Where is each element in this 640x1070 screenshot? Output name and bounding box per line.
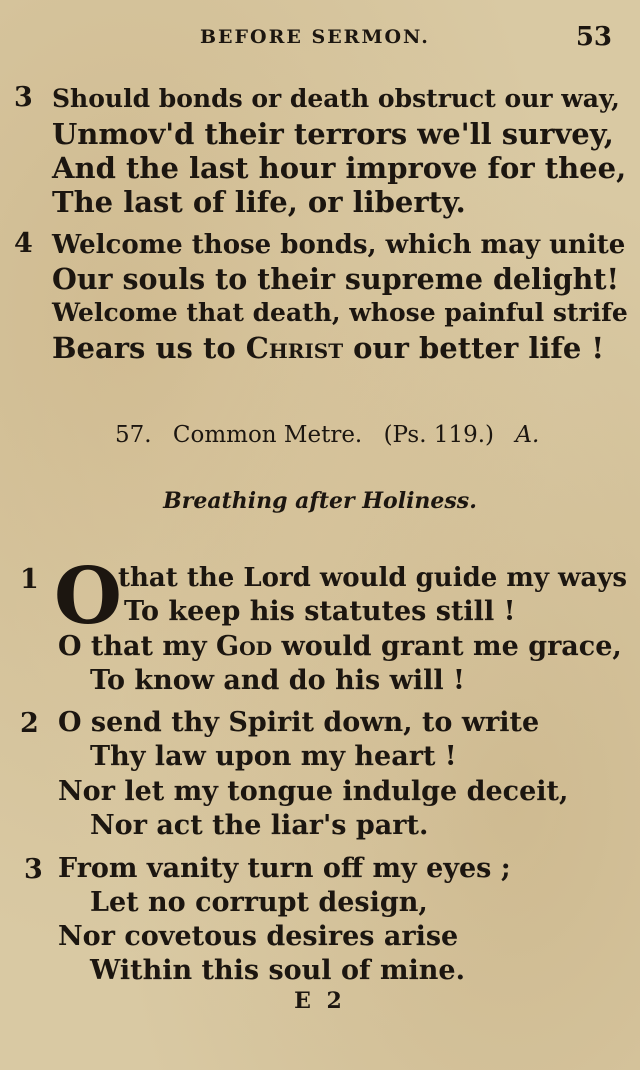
line-text: would grant me grace, [272,631,622,662]
verse-line: And the last hour improve for thee, [52,151,627,185]
verse-line: Our souls to their supreme delight! [52,262,620,296]
verse-line: Let no corrupt design, [90,887,428,918]
hymn-mark: A. [515,422,540,448]
verse-line: To know and do his will ! [90,665,465,696]
verse-line [52,331,604,365]
verse-number: 4 [14,228,33,259]
verse-line: that the Lord would guide my ways [118,563,627,593]
verse-number: 1 [20,564,39,595]
verse-line: Should bonds or death obstruct our way, [52,84,620,113]
verse-line: O send thy Spirit down, to write [58,707,540,738]
line-text: Bears us to [52,331,246,365]
verse-number: 3 [14,82,33,113]
verse-line: Thy law upon my heart ! [90,741,457,772]
verse-line [58,630,622,664]
line-text: our better life ! [343,331,605,365]
verse-line: Nor act the liar's part. [90,810,429,841]
verse-line: The last of life, or liberty. [52,185,466,219]
verse-line: Nor let my tongue indulge deceit, [58,776,569,807]
verse-line: Nor covetous desires arise [58,921,459,952]
verse-line: From vanity turn off my eyes ; [58,853,511,884]
verse-line: Within this soul of mine. [90,955,466,986]
small-caps-word: God [216,631,273,662]
verse-line: Welcome that death, whose painful strife [52,298,628,327]
page-number: 53 [575,22,612,52]
signature-mark: E 2 [294,988,346,1014]
verse-line: Welcome those bonds, which may unite [52,230,626,260]
running-head: BEFORE SERMON. [200,26,430,48]
verse-number: 2 [20,708,39,739]
line-text: O that my [58,631,217,662]
hymn-metre: Common Metre. [172,422,363,448]
small-caps-word: Christ [245,331,344,365]
verse-line: Unmov'd their terrors we'll survey, [52,117,614,151]
verse-line: To keep his statutes still ! [124,596,516,627]
hymn-number: 57. [115,422,152,448]
drop-cap: O [54,551,122,642]
verse-number: 3 [24,854,43,885]
hymn-title: Breathing after Holiness. [163,488,477,514]
hymn-psalm-reference: (Ps. 119.) [383,422,495,448]
hymn-heading [115,422,553,448]
page-header [0,22,640,52]
